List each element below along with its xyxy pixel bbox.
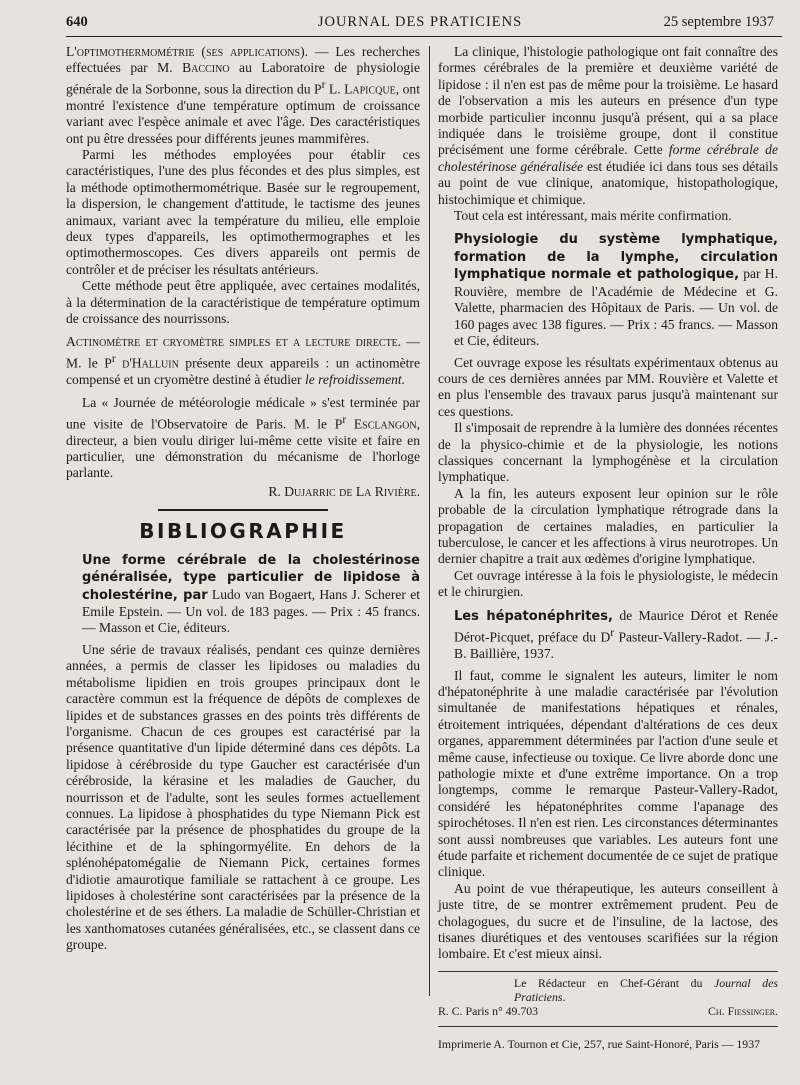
application-paragraph: Cette méthode peut être appliquée, avec certaines modalités, à la détermination de la caractéristique de température optimum de croissance des nourrissons. <box>66 278 420 327</box>
book-entry-lymphatique: Physiologie du système lymphatique, formation de la lymphe, circulation lymphatique normale et pathologique, par H. Rouvière, membre de l'Académie de Médecine et G. Valette, pharmacien des Hôpitaux de Paris. — Un vol. de 160 pages avec 138 figures. — Prix : 45 francs. — Masson et Cie, éditeurs. <box>454 232 778 349</box>
clinique-paragraph: La clinique, l'histologie pathologique ont fait connaître des formes cérébrales de la première et deuxième variété de lipidose : il n'en est pas de même pour la troisième. Le hasard de l'observation a mis les auteurs en présence d'un type morbide particulier inconnu jusqu'à présent, qui a sa place indiquée dans le troisième groupe, dont il constitue précisément une forme cérébrale. Cette forme cérébrale de cholestérinose généralisée est étudiée ici dans tous ses détails au point de vue clinique, anatomique, histopathologique, histochimique et chimique. <box>438 44 778 207</box>
actinometre-heading: Actinomètre et cryomètre simples et a lecture directe. <box>66 334 402 350</box>
hepatonephrites-paragraph-2: Au point de vue thérapeutique, les auteurs conseillent à juste titre, de se montrer extrêmement prudent. Peu de cholagogues, du sucre et de l'insuline, de la lactose, des tisanes diurétiques et des ventouses scarifiées sur la région lombaire. Et c'est mieux ainsi. <box>438 880 778 962</box>
running-head <box>66 14 774 36</box>
book-entry-cholesterinose: Une forme cérébrale de la cholestérinose généralisée, type particulier de lipidose à cholestérine, par Ludo van Bogaert, Hans J. Scherer et Emile Epstein. — Un vol. de 183 pages. — Prix : 45 francs. — Masson et Cie, éditeurs. <box>82 552 420 636</box>
bibliography-heading: BIBLIOGRAPHIE <box>139 519 347 544</box>
right-column <box>438 44 778 1051</box>
journal-title: JOURNAL DES PRATICIENS <box>317 14 523 30</box>
optimothermometrie-paragraph: L'optimothermométrie (ses applications). — Les recherches effectuées par M. Baccino au Laboratoire de physiologie générale de la Sorbonne, sous la direction du $P^r$ L. Lapicque, ont montré l'existence d'une température optimum de croissance variant avec l'espèce animale et avec l'âge. Des caractéristiques ont pu être dressées pour différents jeunes mammifères. <box>66 44 420 146</box>
actinometre-paragraph: Actinomètre et cryomètre simples et a lecture directe. — M. le $P^r$ d'Halluin présente deux appareils : un actinomètre compensé et un cryomètre destiné à étudier le refroidissement. <box>66 334 420 387</box>
lymphatique-paragraph-2: Il s'imposait de reprendre à la lumière des données récentes de la physico-chimie et de la physiologie, les notions classiques concernant la lymphogénèse et la circulation lymphatique. <box>438 420 778 485</box>
issue-date: 25 septembre 1937 <box>663 14 774 30</box>
meteorologie-paragraph: La « Journée de météorologie médicale » s'est terminée par une visite de l'Observatoire de Paris. M. le $P^r$ Esclangon, directeur, a bien voulu diriger lui-même cette visite et faire en particulier, une démonstration du mécanisme de l'horloge parlante. <box>66 395 420 481</box>
editor-line: Le Rédacteur en Chef-Gérant du Journal des Praticiens. <box>514 975 779 1004</box>
registration-number: R. C. Paris n° 49.703 <box>438 1003 539 1018</box>
methods-paragraph: Parmi les méthodes employées pour établir ces caractéristiques, l'une des plus fécondes et des plus simples, est la méthode optimothermométrique. Basée sur le regroupement, la dispersion, le changement d'attitude, le tactisme des jeunes animaux, variant avec la température du milieu, elle emploie deux types d'appareils, les optimothermographes et les optimothermoscopes. Ces divers appareils ont permis de contrôler et de préciser les résultats antérieurs. <box>66 146 420 277</box>
book-entry-hepatonephrites: Les hépatonéphrites, de Maurice Dérot et Renée Dérot-Picquet, préface du $D^r$ Pasteur-Vallery-Radot. — J.-B. Baillière, 1937. <box>454 607 778 662</box>
printer-line: Imprimerie A. Tournon et Cie, 257, rue Saint-Honoré, Paris — 1937 <box>438 1036 761 1051</box>
imprint-footer <box>438 976 778 1051</box>
header-rule <box>66 36 782 37</box>
confirmation-paragraph: Tout cela est intéressant, mais mérite confirmation. <box>454 208 732 224</box>
left-column <box>66 44 420 954</box>
footer-rule <box>438 971 778 972</box>
lymphatique-paragraph-4: Cet ouvrage intéresse à la fois le physiologiste, le médecin et le chirurgien. <box>438 567 778 600</box>
editor-name: Ch. Fiessinger. <box>708 1003 778 1018</box>
author-signature: R. Dujarric de La Rivière. <box>268 483 420 499</box>
lymphatique-paragraph-1: Cet ouvrage expose les résultats expérimentaux obtenus au cours de ces dernières années par MM. Rouvière et Valette et en plus l'ensemble des travaux parus jusqu'à maintenant sur ces questions. <box>438 354 778 419</box>
optimothermometrie-heading: L'optimothermométrie (ses applications). <box>66 44 308 59</box>
column-divider <box>429 46 430 996</box>
page-number: 640 <box>66 14 88 30</box>
section-rule <box>158 509 328 511</box>
hepatonephrites-paragraph-1: Il faut, comme le signalent les auteurs, limiter le nom d'hépatonéphrite à une maladie caractérisée par l'évolution simultanée de manifestations hépatiques et rénales, étroitement intriquées, dépendant d'altérations de ces deux organes, apparemment déterminées par l'action d'une seule et même cause, infectieuse ou toxique. Ce livre aborde donc une pathologie mixte et d'une extrême importance. On a trop longtemps, comme le remarque Pasteur-Vallery-Radot, considéré les hépatonéphrites comme l'apanage des spirochétoses. Il n'en est rien. Les circonstances déterminantes sont aussi nombreuses que variables. Les auteurs font une étude parfaite et richement documentée de ce sujet de pratique clinique. <box>438 667 778 880</box>
lymphatique-paragraph-3: A la fin, les auteurs exposent leur opinion sur le rôle probable de la circulation lymphatique rétrograde dans la propagation de certaines maladies, en particulier la tuberculose, le cancer et les affections à virus neurotropes. Un dernier chapitre a trait aux œdèmes d'origine lymphatique. <box>438 485 778 567</box>
cholesterinose-review: Une série de travaux réalisés, pendant ces quinze dernières années, a permis de classer les lipidoses ou maladies du métabolisme lipidien en trois groupes principaux dont le caractère commun est la fréquence de dépôts de complexes de lipides et de substances grasses en des points très différents de l'organisme. Chacun de ces groupes est caractérisé par la présence quantitative d'un lipide déterminé dans ces dépôts. La lipidose à cérébroside du type Gaucher est caractérisée d'un cérébroside, la kérasine et les maladies de Gaucher, du nourrisson et de l'adulte, sont les seules formes actuellement connues. La lipidose à phosphatides du type Niemann Pick est caractérisée par la présence de phosphatides du groupe de la lécithine et de la sphingormyélite. En dehors de la splénohépatomégalie de Niemann Pick, certaines formes d'idiotie amaurotique familiale se rattachent à ce groupe. Les lipidoses à cholestérine sont caractérisées par la présence de la cholestérine et de ses éthers. La maladie de Schüller-Christian et les xanthomatoses cutanées généralisées, etc., se classent dans ce groupe. <box>66 641 420 953</box>
